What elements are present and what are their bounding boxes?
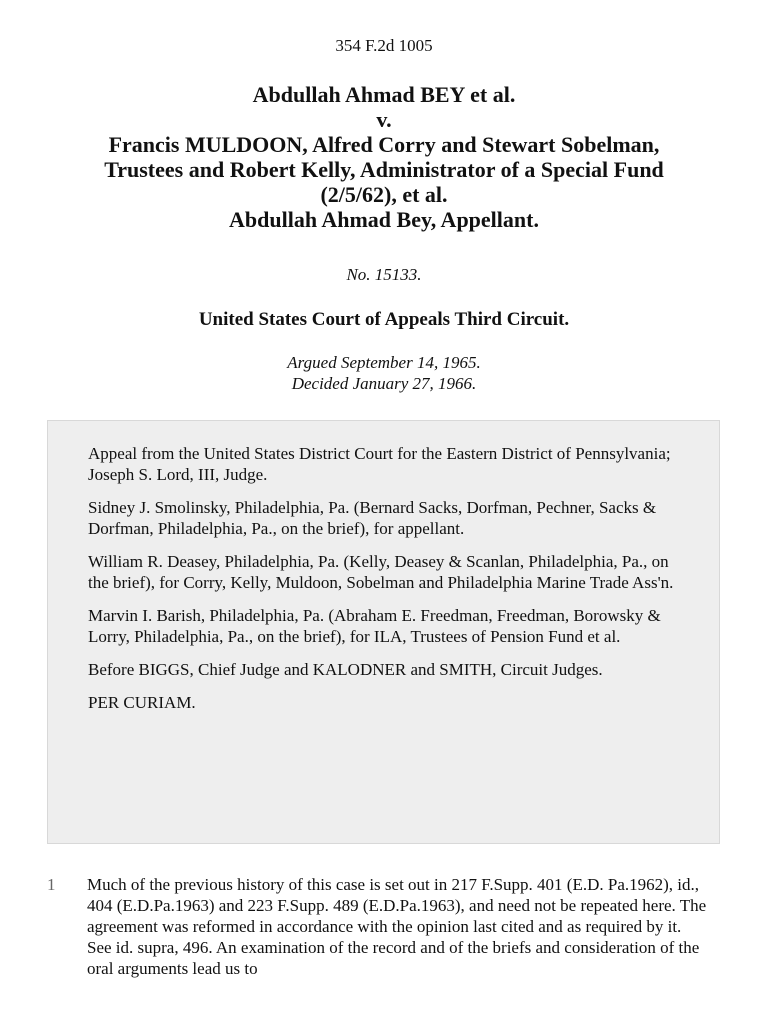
syllabus-box (47, 420, 720, 844)
case-citation: 354 F.2d 1005 (335, 36, 433, 55)
decided-date: Decided January 27, 1966. (291, 374, 477, 393)
court-name: United States Court of Appeals Third Circuit. (198, 309, 570, 330)
title-line-appellees-3: (2/5/62), et al. (320, 182, 448, 207)
per-curiam-label: PER CURIAM. (88, 693, 196, 712)
title-line-versus: v. (376, 107, 392, 132)
paragraph-text: Much of the previous history of this case is set out in 217 F.Supp. 401 (E.D. Pa.1962), id., 404 (E.D.Pa.1963) and 223 F.Supp. 489 (E.D.Pa.1963), and need not be repeated here. The agreement was reformed in accordance with the opinion last cited and as required by it. See id. supra, 496. An examination of the record and of the briefs and consideration of the oral arguments lead us to (87, 875, 707, 978)
title-line-appellant-role: Abdullah Ahmad Bey, Appellant. (229, 207, 539, 232)
appeal-statement: Appeal from the United States District Court for the Eastern District of Pennsylvania; Joseph S. Lord, III, Judge. (88, 444, 671, 484)
counsel-ila: Marvin I. Barish, Philadelphia, Pa. (Abraham E. Freedman, Freedman, Borowsky & Lorry, Philadelphia, Pa., on the brief), for ILA, Trustees of Pension Fund et al. (88, 606, 661, 646)
judicial-panel: Before BIGGS, Chief Judge and KALODNER and SMITH, Circuit Judges. (88, 660, 603, 679)
title-line-appellant: Abdullah Ahmad BEY et al. (252, 82, 516, 107)
paragraph-number: 1 (47, 875, 56, 894)
title-line-appellees-2: Trustees and Robert Kelly, Administrator of a Special Fund (104, 157, 664, 182)
opinion-body (47, 874, 727, 979)
docket-number: No. 15133. (346, 265, 422, 284)
counsel-corry: William R. Deasey, Philadelphia, Pa. (Kelly, Deasey & Scanlan, Philadelphia, Pa., on the brief), for Corry, Kelly, Muldoon, Sobelman and Philadelphia Marine Trade Ass'n. (88, 552, 674, 592)
counsel-appellant: Sidney J. Smolinsky, Philadelphia, Pa. (Bernard Sacks, Dorfman, Pechner, Sacks & Dorfman, Philadelphia, Pa., on the brief), for appellant. (88, 498, 657, 538)
argued-date: Argued September 14, 1965. (287, 353, 481, 372)
title-line-appellees-1: Francis MULDOON, Alfred Corry and Stewart Sobelman, (108, 132, 660, 157)
case-title (40, 82, 728, 232)
case-dates (0, 352, 768, 394)
